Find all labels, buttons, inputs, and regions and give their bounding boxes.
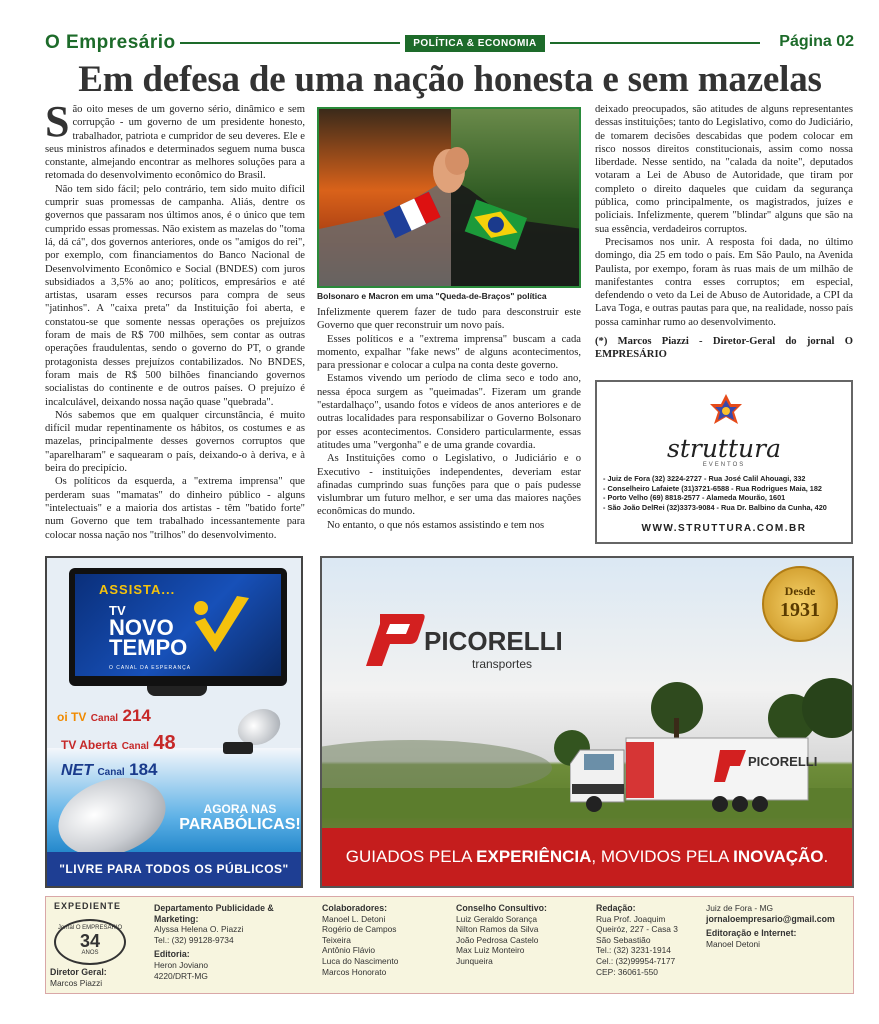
header-rule-left — [180, 42, 400, 44]
address-line: - Juiz de Fora (32) 3224-2727 - Rua José Calil Ahouagi, 332 — [603, 474, 806, 483]
page-header — [45, 30, 854, 54]
article-paragraph: Esses políticos e a "extrema imprensa" buscam a cada momento, expalhar "fake news" de alguns acontecimentos, para pressionar e colocar a culpa na conta deste governo. — [317, 333, 581, 372]
drop-cap: S — [45, 97, 70, 146]
article-paragraph: Os políticos da esquerda, a "extrema imprensa" que perderam suas "mamatas" do dinheiro público - alguns "intelectuais" e a maioria dos artistas - têm "batido forte" num Governo que tem trabalhado incessantemente para colocar nossa nação nos "trilhos" do desenvolvimento. — [45, 476, 305, 541]
ad-picorelli[interactable] — [320, 556, 854, 888]
article-paragraph: Estamos vivendo um período de clima seco e todo ano, nessa época surgem as "queimadas". Fizeram um grande "estardalhaço", usando fotos e vídeos de anos anteriores e de outras localidades para responsabilizar o Governo Bolsonaro por esses acontecimentos. Considero particularmente, essas atitudes uma "vergonha" e de uma grande covardia. — [317, 373, 581, 451]
redacao-block: Redação: Rua Prof. Joaquim Queiróz, 227 - Casa 3 São Sebastião Tel.: (32) 3231-1914 Cel.: (32)99954-7177 CEP: 36061-550 — [596, 903, 678, 977]
struttura-url[interactable]: WWW.STRUTTURA.COM.BR — [641, 523, 807, 534]
picorelli-logo-icon — [362, 610, 426, 670]
struttura-logo: struttura — [667, 434, 781, 463]
expediente-title: EXPEDIENTE — [54, 901, 122, 911]
conselho-block: Conselho Consultivo: Luiz Geraldo Sorança Nilton Ramos da Silva João Pedrosa Castelo Max Luiz Monteiro Junqueira — [456, 903, 547, 966]
page-number: Página 02 — [779, 33, 854, 50]
picorelli-name: PICORELLI — [424, 626, 563, 656]
article-paragraph: Nós sabemos que em qualquer circunstância, é muito difícil mudar repentinamente os hábitos, os costumes e as mazelas, principalmente desses governos corruptos que "aparelharam" e saquearam o país, deixando-o à deriva, e à beira do precipício. — [45, 409, 305, 475]
article-paragraph: Infelizmente querem fazer de tudo para desconstruir este Governo que quer reconstruir um novo país. — [317, 307, 581, 332]
parabolicas-text: AGORA NAS PARABÓLICAS! — [179, 802, 301, 833]
header-rule-right — [550, 42, 760, 44]
address-line: - São João DelRei (32)3373-9084 - Rua Dr. Balbino da Cunha, 420 — [603, 502, 827, 512]
anniversary-seal: Jornal O EMPRESÁRIO 34 ANOS — [54, 919, 126, 965]
contato-block: Juiz de Fora - MG jornaloempresario@gmail.com Editoração e Internet: Manoel Detoni — [706, 903, 835, 949]
picorelli-sub: transportes — [472, 657, 533, 671]
tv-footer: "LIVRE PARA TODOS OS PÚBLICOS" — [47, 852, 301, 886]
depto-block: Departamento Publicidade & Marketing: Alyssa Helena O. Piazzi Tel.: (32) 99128-9734 Editoria: Heron Joviano 4220/DRT-MG — [154, 903, 274, 981]
channel-row: TV Aberta Canal 48 — [61, 732, 176, 754]
address-line: - Porto Velho (69) 8818-2577 - Alameda Mourão, 1601 — [603, 493, 786, 502]
author-signature: (*) Marcos Piazzi - Diretor-Geral do jornal O EMPRESÁRIO — [595, 336, 853, 361]
section-label: POLÍTICA & ECONOMIA — [405, 35, 545, 52]
expediente-box — [45, 896, 854, 994]
ad-tv-novo-tempo[interactable] — [45, 556, 303, 888]
picorelli-slogan: GUIADOS PELA EXPERIÊNCIA, MOVIDOS PELA INOVAÇÃO. — [322, 828, 852, 886]
star-logo-icon — [707, 392, 745, 430]
article-column-3 — [595, 103, 853, 375]
article-paragraph: São oito meses de um governo sério, dinâmico e sem corrupção - um governo de um presidente honesto, trabalhador, patriota e cumpridor de seu deveres. Ele e seus ministros afinados e determinados seguem numa busca constante, almejando encontrar as melhores soluções para a retomada do desenvolvimento econômico do Brasil. — [45, 97, 305, 182]
diretor-block: Diretor Geral: Marcos Piazzi — [50, 967, 107, 988]
article-photo — [317, 107, 581, 288]
article-paragraph: Não tem sido fácil; pelo contrário, tem sido muito difícil cumprir suas promessas de campanha. Aliás, dentre os governos que passaram nos últimos anos, é o único que tem cumprido essas promessas. Não existem as mazelas do "toma lá, dá cá", dos governos anteriores, onde os "amigos do rei", por exemplo, com financiamentos do Banco Nacional de Desenvolvimento Econômico e Social (BNDES) com juros subsidiados a 3,5% ao ano; políticos, empresários e até artistas, usaram esses recursos para compra de seus "jatinhos". A "caixa preta" da Instituição foi aberta, e constatou-se que somente nessas operações os prejuízos foram de mais de R$ 700 milhões, sem contar as outras operações fraudulentas, sendo o governo do PT, o grande protagonista desses prejuízos contabilizados. No BNDES, foram mais de R$ 500 bilhões financiando governos socialistas do continente e de outros países. O prejuízo é incalculável, deixando nossa nação quase "quebrada". — [45, 183, 305, 408]
email-link[interactable]: jornaloempresario@gmail.com — [706, 913, 835, 924]
photo-caption: Bolsonaro e Macron em uma "Queda-de-Braços" política — [317, 291, 547, 301]
newspaper-brand: O Empresário — [45, 32, 176, 53]
address-line: - Conselheiro Lafaiete (31)3721-6588 - Rua Rodrigues Maia, 182 — [603, 483, 822, 493]
desde-badge: Desde 1931 — [762, 566, 838, 642]
article-paragraph: Precisamos nos unir. A resposta foi dada, no último domingo, dia 25 em todo o país. Em São Paulo, na Avenida Paulista, por exempo, foram às ruas mais de um milhão de manifestantes contra esses corruptos; em especial, defendendo o veto da Lei de Abuso de Autoridade, a CPI da Lava Toga, e outras pautas para que, na realidade, nosso país possa caminhar rumo ao desenvolvimento. — [595, 236, 853, 328]
truck-illustration — [570, 732, 818, 814]
channel-row: NET Canal 184 — [61, 760, 158, 779]
tv-stand — [147, 686, 207, 696]
receiver-icon — [223, 742, 253, 754]
headline: Em defesa de uma nação honesta e sem mazelas — [78, 59, 822, 100]
colaboradores-block: Colaboradores: Manoel L. Detoni Rogério de Campos Teixeira Antônio Flávio Luca do Nascimento Marcos Honorato — [322, 903, 399, 977]
tv-assista: ASSISTA... — [99, 582, 176, 597]
article-paragraph: No entanto, o que nós estamos assistindo e tem nos — [327, 519, 545, 531]
arm-wrestling-illustration — [319, 109, 581, 288]
article-column-1 — [45, 97, 305, 551]
channel-row: oi TV Canal 214 — [57, 706, 151, 725]
article-column-2 — [317, 306, 581, 552]
truck-label: PICORELLI — [748, 754, 818, 769]
checkmark-logo-icon — [187, 592, 257, 672]
struttura-sub: EVENTOS — [702, 462, 746, 468]
tv-brand: TV NOVO TEMPO O CANAL DA ESPERANÇA — [109, 603, 192, 671]
article-paragraph: As Instituições como o Legislativo, o Judiciário e o Executivo - instituições independentes, deveriam estar afinadas cumprindo suas funções para que o país pudesse vislumbrar um futuro melhor, e ser uma das maiores nações econômicas do mundo. — [317, 453, 581, 518]
struttura-addresses — [603, 474, 827, 512]
ad-struttura[interactable] — [595, 380, 853, 544]
article-paragraph: deixado preocupados, são atitudes de alguns representantes dessas instituições; tanto do Legislativo, como do Judiciário, de tomarem decisões descabidas que podem colocar em risco nossos direitos constitucionais, assim como nossa liberdade. Nesse sentido, na "calada da noite", deputados votaram a Lei de Abuso de Autoridade, que tiram por completo o direito daqueles que cuidam da segurança pública, como principalmente, os magistrados, juízes e policiais. Infelizmente, querem "blindar" alguns que são na sua essência, verdadeiros corruptos. — [595, 104, 853, 235]
